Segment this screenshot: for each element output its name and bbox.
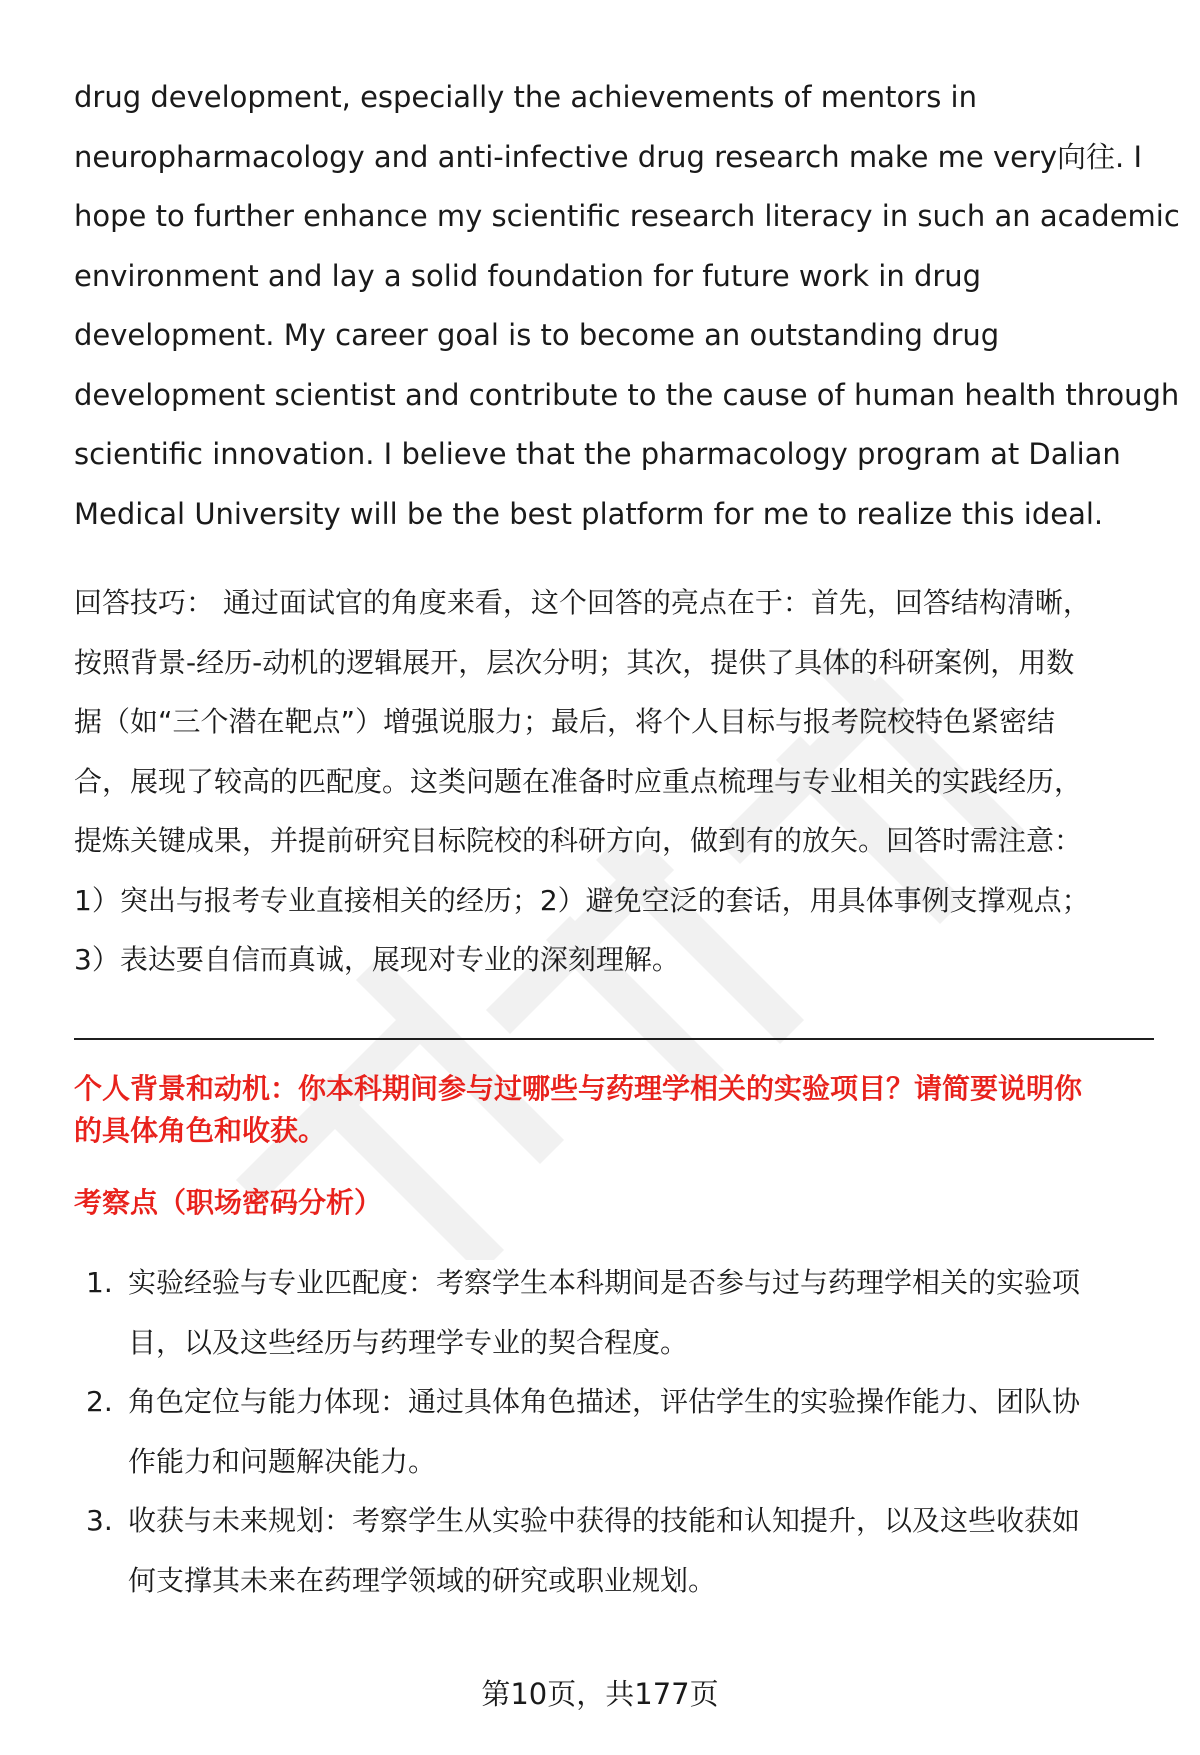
- list-item-line: 目，以及这些经历与药理学专业的契合程度。: [128, 1325, 689, 1359]
- list-item-line: 收获与未来规划：考察学生从实验中获得的技能和认知提升，以及这些收获如: [128, 1504, 1081, 1537]
- tips-line: 3）表达要自信而真诚，展现对专业的深刻理解。: [74, 943, 680, 976]
- paragraph-line: neuropharmacology and anti-infective drug research make me very向往. I: [74, 139, 1143, 174]
- tips-line: 据（如“三个潜在靶点”）增强说服力；最后，将个人目标与报考院校特色紧密结: [74, 705, 1056, 738]
- list-item-line: 角色定位与能力体现：通过具体角色描述，评估学生的实验操作能力、团队协: [128, 1385, 1081, 1418]
- list-item-number: 3.: [86, 1504, 113, 1537]
- list-item: [74, 1253, 1154, 1372]
- list-item-line: 作能力和问题解决能力。: [128, 1444, 437, 1478]
- question-heading: [74, 1068, 1154, 1152]
- list-item-line: 何支撑其未来在药理学领域的研究或职业规划。: [128, 1563, 717, 1597]
- english-paragraph: [74, 68, 1180, 544]
- list-item-number: 2.: [86, 1385, 113, 1418]
- list-item: [74, 1491, 1154, 1610]
- assessment-points-list: [74, 1253, 1154, 1610]
- tips-line: 回答技巧： 通过面试官的角度来看，这个回答的亮点在于：首先，回答结构清晰，: [74, 586, 1091, 619]
- paragraph-line: scientific innovation. I believe that the pharmacology program at Dalian: [74, 437, 1121, 471]
- paragraph-line: development. My career goal is to become an outstanding drug: [74, 318, 1000, 352]
- list-item-line: 实验经验与专业匹配度：考察学生本科期间是否参与过与药理学相关的实验项: [128, 1266, 1081, 1299]
- paragraph-line: development scientist and contribute to the cause of human health through: [74, 377, 1180, 412]
- paragraph-line: drug development, especially the achievements of mentors in: [74, 80, 977, 114]
- paragraph-line: Medical University will be the best platform for me to realize this ideal.: [74, 496, 1104, 531]
- paragraph-line: hope to further enhance my scientific research literacy in such an academic: [74, 199, 1180, 233]
- question-line: 的具体角色和收获。: [74, 1114, 327, 1147]
- paragraph-line: environment and lay a solid foundation for future work in drug: [74, 258, 982, 293]
- tips-line: 1）突出与报考专业直接相关的经历；2）避免空泛的套话，用具体事例支撑观点；: [74, 883, 1090, 917]
- question-line: 个人背景和动机：你本科期间参与过哪些与药理学相关的实验项目？请简要说明你: [74, 1072, 1083, 1105]
- answer-tips: [74, 573, 1154, 990]
- section-divider: [74, 1038, 1154, 1040]
- tips-line: 合，展现了较高的匹配度。这类问题在准备时应重点梳理与专业相关的实践经历，: [74, 764, 1083, 798]
- list-item: [74, 1372, 1154, 1491]
- page-number-footer: 第10页，共177页: [481, 1677, 719, 1711]
- tips-line: 提炼关键成果，并提前研究目标院校的科研方向，做到有的放矢。回答时需注意：: [74, 824, 1083, 857]
- tips-line: 按照背景-经历-动机的逻辑展开，层次分明；其次，提供了具体的科研案例，用数: [74, 645, 1075, 679]
- section-title: 考察点（职场密码分析）: [74, 1186, 383, 1219]
- list-item-number: 1.: [86, 1266, 113, 1299]
